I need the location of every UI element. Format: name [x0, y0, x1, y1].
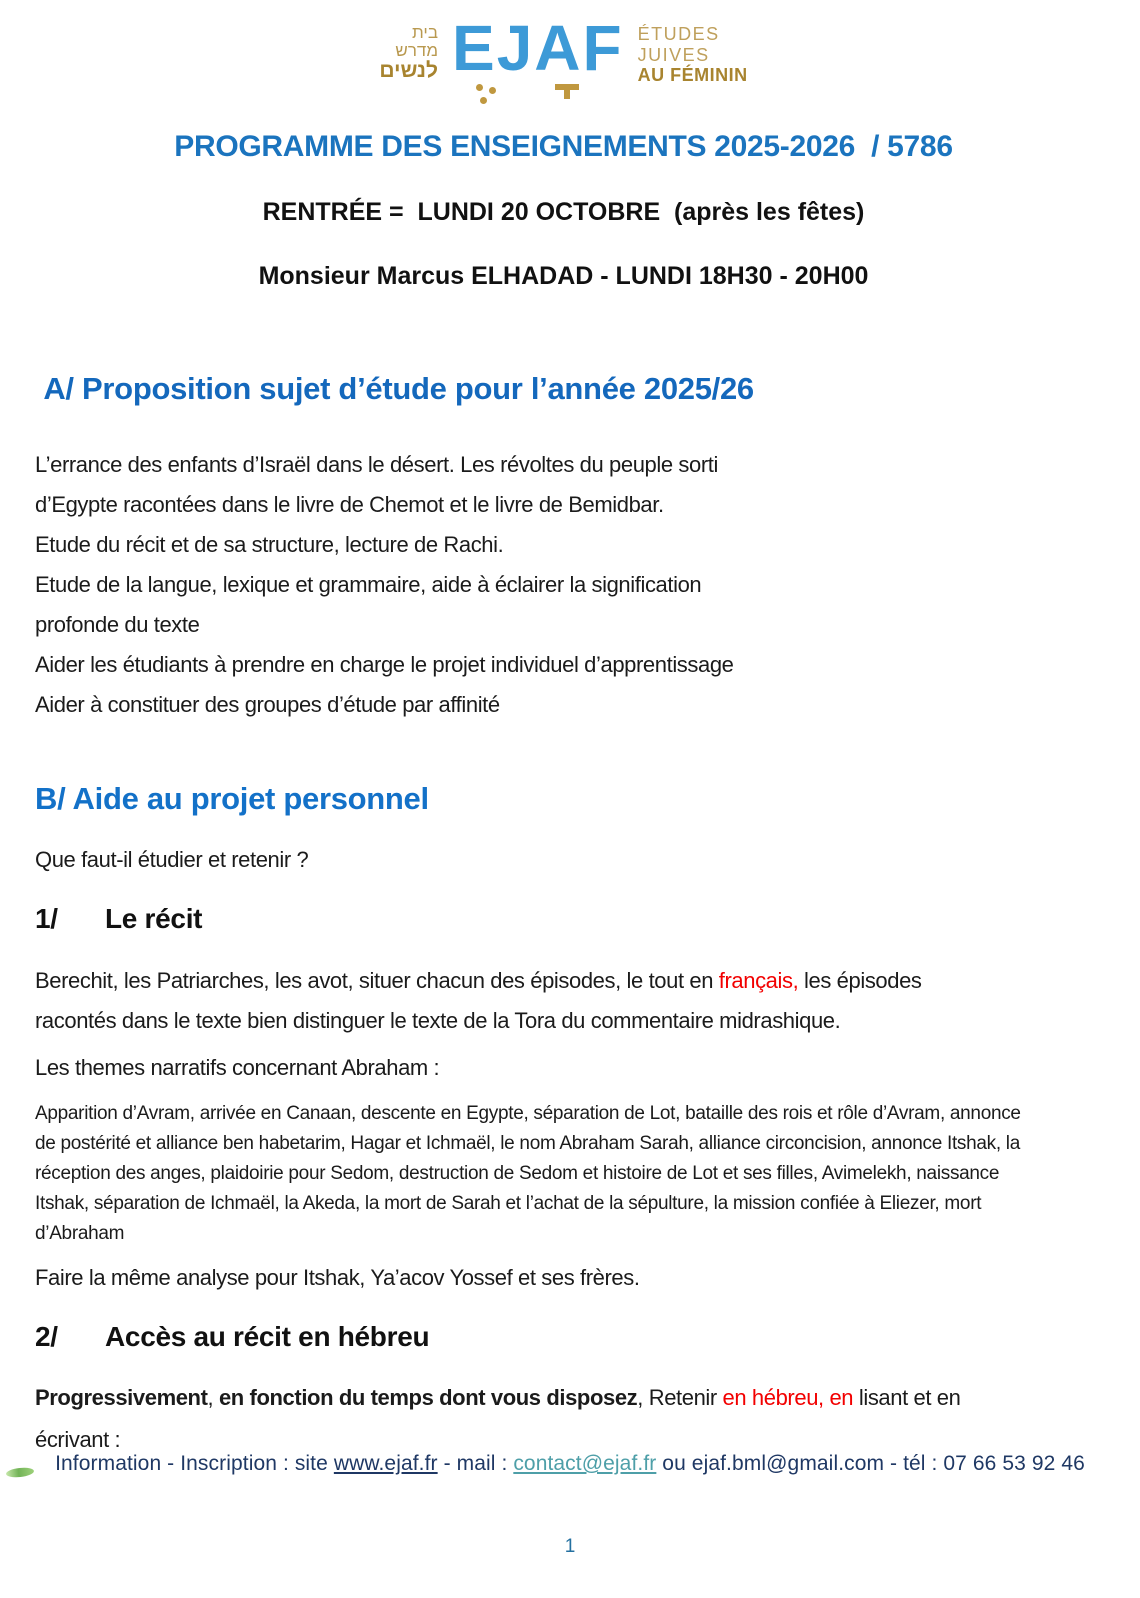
footer-text: ou ejaf.bml@gmail.com - tél : 07 66 53 92 46: [656, 1452, 1085, 1475]
section-b-heading: B/ Aide au projet personnel: [35, 781, 429, 816]
footer-contact-line: [0, 1452, 1140, 1476]
logo-wordmark-wrap: [452, 12, 624, 84]
footer-text: - mail :: [437, 1452, 514, 1475]
section-a-line: L’errance des enfants d’Israël dans le désert. Les révoltes du peuple sorti: [35, 452, 718, 477]
section-a-line: Etude de la langue, lexique et grammaire, aide à éclairer la signification: [35, 572, 702, 597]
contact-email-link[interactable]: contact@ejaf.fr: [513, 1452, 657, 1475]
recit-text: Berechit, les Patriarches, les avot, situer chacun des épisodes, le tout en: [35, 968, 719, 993]
section-a-line: profonde du texte: [35, 612, 200, 637]
plain-text: lisant et en: [858, 1385, 961, 1410]
logo-hebrew-line2: מדרש: [395, 40, 438, 60]
website-link[interactable]: www.ejaf.fr: [333, 1452, 438, 1475]
document-subtitle-rentree: RENTRÉE = LUNDI 20 OCTOBRE (après les fêtes): [262, 198, 865, 226]
logo-wordmark: EJAF: [452, 12, 624, 84]
red-text: en hébreu, en: [722, 1385, 859, 1410]
logo-tagline-line3: AU FÉMININ: [637, 65, 748, 86]
document-subtitle-teacher: Monsieur Marcus ELHADAD - LUNDI 18H30 - 20H00: [258, 262, 869, 290]
subsection-2-heading: [35, 1321, 1092, 1353]
footer-text: Information - Inscription : site: [55, 1452, 334, 1475]
progressivement-paragraph: [35, 1377, 1092, 1461]
logo-tagline: [638, 24, 748, 86]
section-a-line: Aider les étudiants à prendre en charge le projet individuel d’apprentissage: [35, 652, 734, 677]
logo-hebrew-line1: בית: [412, 23, 438, 42]
progressivement-line2: écrivant :: [35, 1427, 121, 1452]
recit-text: les épisodes: [798, 968, 922, 993]
recit-text-highlight-red: français,: [718, 968, 799, 993]
abraham-themes-line: d’Abraham: [35, 1223, 125, 1244]
abraham-themes-line: de postérité et alliance ben habetarim, Hagar et Ichmaël, le nom Abraham Sarah, alliance circoncision, annonce Itshak, la: [35, 1133, 1020, 1154]
abraham-themes-line: Apparition d’Avram, arrivée en Canaan, descente en Egypte, séparation de Lot, bataille des rois et rôle d’Avram, annonce: [35, 1103, 1021, 1124]
bold-text: Progressivement: [35, 1385, 208, 1410]
section-b-intro: Que faut-il étudier et retenir ?: [35, 847, 309, 872]
subsection-1-number: 1/: [35, 903, 58, 934]
themes-label: Les themes narratifs concernant Abraham :: [35, 1055, 440, 1080]
recit-paragraph-line1: [35, 961, 1092, 1001]
subsection-2-number: 2/: [35, 1321, 58, 1352]
section-a-line: Aider à constituer des groupes d’étude par affinité: [35, 692, 500, 717]
page-number: 1: [564, 1536, 576, 1557]
subsection-1-heading: [35, 903, 1092, 935]
section-a-line: Etude du récit et de sa structure, lecture de Rachi.: [35, 532, 504, 557]
analysis-note: Faire la même analyse pour Itshak, Ya’acov Yossef et ses frères.: [35, 1265, 640, 1290]
recit-paragraph-line2: racontés dans le texte bien distinguer le texte de la Tora du commentaire midrashique.: [35, 1008, 841, 1033]
logo-hebrew-text: [379, 24, 438, 82]
plain-text: , Retenir: [637, 1385, 723, 1410]
progressivement-line1: [35, 1377, 1092, 1419]
segol-vowel-icon: [476, 84, 496, 104]
abraham-themes-line: Itshak, séparation de Ichmaël, la Akeda, la mort de Sarah et l’achat de la sépulture, la mission confiée à Eliezer, mort: [35, 1193, 982, 1214]
section-a-body: [35, 445, 1092, 725]
ejaf-logo: [35, 12, 1092, 114]
logo-tagline-line2: JUIVES: [637, 44, 710, 65]
section-a-line: d’Egypte racontées dans le livre de Chemot et le livre de Bemidbar.: [35, 492, 664, 517]
recit-paragraph: [35, 961, 1092, 1041]
section-a-heading: A/ Proposition sujet d’étude pour l’année 2025/26: [35, 371, 754, 406]
abraham-themes-line: réception des anges, plaidoirie pour Sedom, destruction de Sedom et histoire de Lot et ses filles, Avimelekh, naissance: [35, 1163, 1000, 1184]
subsection-1-title: Le récit: [105, 903, 203, 934]
document-title: PROGRAMME DES ENSEIGNEMENTS 2025-2026 / 5786: [174, 130, 953, 163]
plain-text: ,: [207, 1385, 219, 1410]
abraham-themes-paragraph: [35, 1099, 1092, 1249]
subsection-2-title: Accès au récit en hébreu: [105, 1321, 430, 1352]
bold-text: en fonction du temps dont vous disposez: [218, 1385, 638, 1410]
logo-hebrew-line3: לנשים: [379, 58, 438, 82]
logo-tagline-line1: ÉTUDES: [637, 24, 720, 44]
kamatz-vowel-icon: [555, 84, 579, 100]
